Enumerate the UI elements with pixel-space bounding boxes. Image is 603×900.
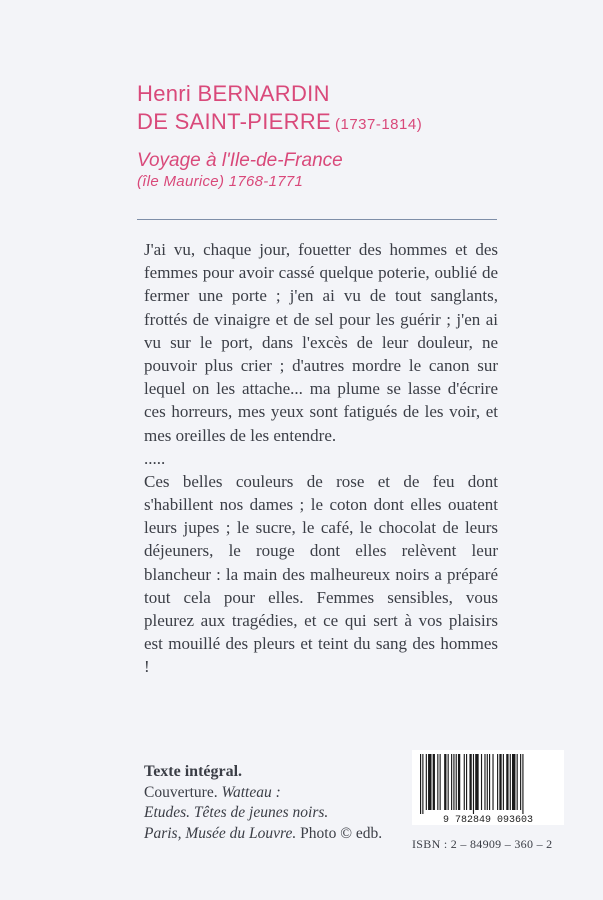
- author-name: [137, 80, 517, 139]
- barcode-bar: [520, 754, 521, 810]
- barcode-bar: [426, 754, 427, 810]
- barcode-bar: [456, 754, 457, 810]
- cover-work: Etudes. Têtes de jeunes noirs.: [144, 804, 329, 821]
- barcode-bar: [492, 754, 493, 810]
- barcode-bar: [466, 754, 467, 810]
- author-line-2: [137, 108, 517, 139]
- barcode-bar: [458, 754, 460, 810]
- barcode-bar: [517, 754, 518, 810]
- barcode-bar: [448, 754, 449, 810]
- barcode-graphic: [412, 750, 564, 825]
- photo-source: Photo © edb.: [300, 824, 383, 842]
- barcode-bar: [433, 754, 435, 810]
- header-divider: [137, 219, 497, 220]
- cover-label: Couverture.: [144, 783, 218, 801]
- barcode-bar: [497, 754, 498, 810]
- barcode-bar: [499, 754, 501, 810]
- full-text-note: Texte intégral.: [144, 763, 243, 780]
- barcode-bar: [422, 754, 423, 814]
- barcode-bar: [428, 754, 431, 810]
- book-subtitle: (île Maurice) 1768-1771: [137, 173, 304, 190]
- isbn: ISBN : 2 – 84909 – 360 – 2: [412, 837, 553, 851]
- barcode-bar: [469, 754, 471, 810]
- barcode-bar: [481, 754, 482, 810]
- barcode-bar: [506, 754, 508, 810]
- excerpt-paragraph-2: Ces belles couleurs de rose et de feu dont s'habillent nos dames ; le coton dont elles ouatent leurs jupes ; le sucre, le café, le chocolat de leurs déjeuners, le rouge dont elles relèvent leur blancheur : la main des malheureux noirs a préparé tout cela pour elles. Femmes sensibles, vous pleurez aux tragédies, et ce qui sert à vos plaisirs est mouillé des pleurs et teint du sang des hommes !: [144, 471, 498, 677]
- cover-artist: Watteau :: [221, 783, 281, 801]
- barcode-bar: [487, 754, 488, 810]
- book-title: Voyage à l'Ile-de-France: [137, 150, 343, 171]
- excerpt-ellipsis: .....: [144, 448, 166, 468]
- barcode-bar: [503, 754, 504, 810]
- barcode-bar: [510, 754, 511, 810]
- excerpt-paragraph-1: J'ai vu, chaque jour, fouetter des hommes et des femmes pour avoir cassé quelque poterie, oublié de fermer une porte ; j'en ai vu de tout sanglants, frottés de vinaigre et de sel pour les guérir ; j'en ai vu sur le port, dans l'excès de leur douleur, ne pouvoir plus crier ; d'autres mordre le canon sur lequel on les attache... ma plume se lasse d'écrire ces horreurs, mes yeux sont fatigués de les voir, et mes oreilles de les entendre.: [144, 240, 498, 445]
- barcode-bar: [484, 754, 485, 810]
- museum: Paris, Musée du Louvre.: [144, 824, 297, 842]
- author-years: (1737-1814): [334, 116, 423, 133]
- book-header: [137, 80, 517, 191]
- excerpt: [144, 238, 498, 679]
- author-surname: DE SAINT-PIERRE: [137, 109, 331, 134]
- barcode: [412, 750, 564, 825]
- barcode-bar: [512, 754, 515, 810]
- barcode-bar: [473, 754, 474, 814]
- photo-credit: [144, 824, 382, 845]
- barcode-digits: 9 782849 093603: [442, 815, 534, 825]
- barcode-bar: [522, 754, 523, 814]
- barcode-bar: [453, 754, 454, 810]
- barcode-bar: [451, 754, 452, 810]
- barcode-bar: [437, 754, 438, 810]
- barcode-bar: [464, 754, 465, 810]
- barcode-bar: [475, 754, 478, 810]
- author-line-1: Henri BERNARDIN: [137, 81, 330, 106]
- barcode-bar: [444, 754, 446, 810]
- credits: [144, 762, 382, 844]
- cover-credit: [144, 783, 382, 804]
- barcode-bar: [489, 754, 490, 810]
- barcode-bar: [420, 754, 421, 814]
- barcode-bar: [440, 754, 441, 810]
